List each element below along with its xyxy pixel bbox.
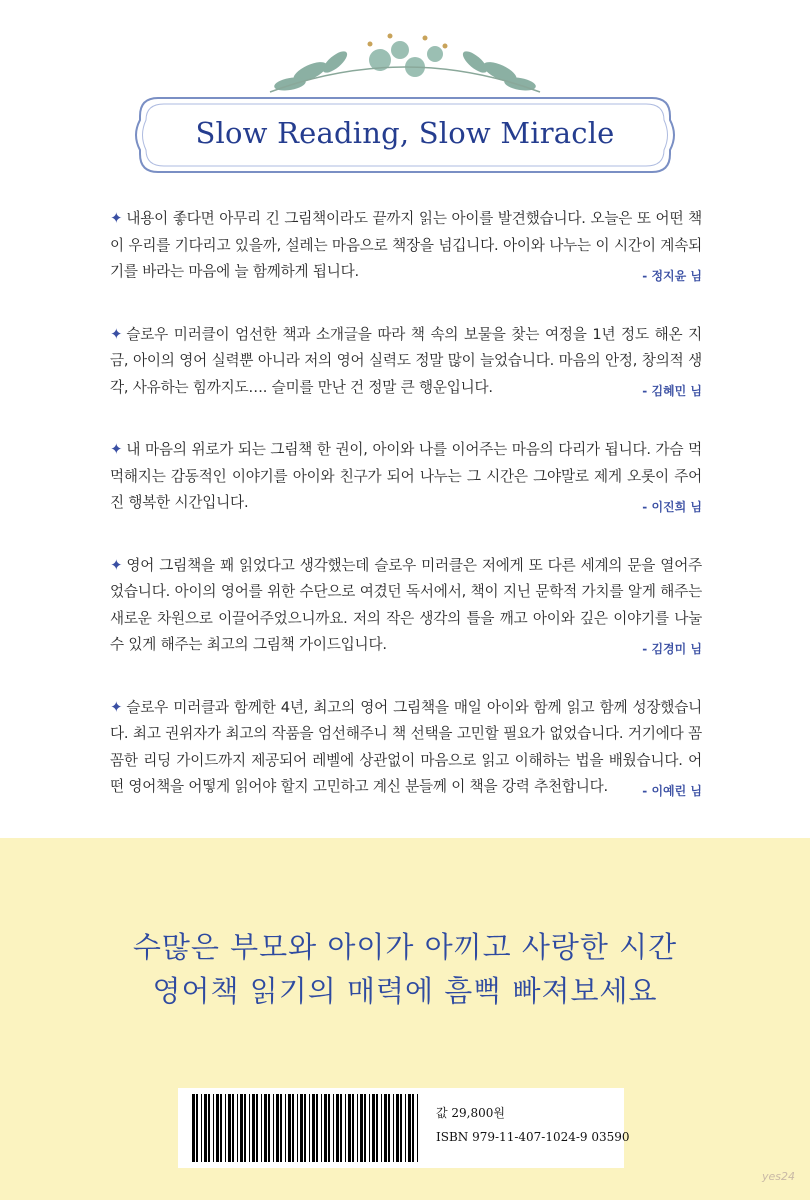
review-text: ✦ 내 마음의 위로가 되는 그림책 한 권이, 아이와 나를 이어주는 마음의 다리가 됩니다. 가슴 먹먹해지는 감동적인 이야기를 아이와 친구가 되어 나누는 그 시간은 그야말로 제게 오롯이 주어진 행복한 시간입니다. [110,440,702,511]
star-icon: ✦ [110,555,123,574]
review-text: ✦ 내용이 좋다면 아무리 긴 그림책이라도 끝까지 읽는 아이를 발견했습니다. 오늘은 또 어떤 책이 우리를 기다리고 있을까, 설레는 마음으로 책장을 넘깁니다. 아이와 나누는 이 시간이 계속되기를 바라는 마음에 늘 함께하게 됩니다. [110,209,702,280]
review-list [110,205,702,836]
slogan-line-1: 수많은 부모와 아이가 아끼고 사랑한 시간 [132,930,678,964]
watermark: yes24 [762,1170,796,1183]
slogan-line-2: 영어책 읽기의 매력에 흠뻑 빠져보세요 [152,974,658,1008]
review-author: - 이예린 님 [636,782,702,799]
star-icon: ✦ [110,324,123,343]
review-item [110,436,702,517]
review-author: - 이진희 님 [636,498,702,515]
barcode-image [190,1094,422,1162]
review-text: ✦ 슬로우 미러클과 함께한 4년, 최고의 영어 그림책을 매일 아이와 함께 읽고 함께 성장했습니다. 최고 권위자가 최고의 작품을 엄선해주니 책 선택을 고민할 필요가 없었습니다. 거기에다 꼼꼼한 리딩 가이드까지 제공되어 레벨에 상관없이 마음으로 읽고 이해하는 법을 배웠습니다. 어떤 영어책을 어떻게 읽어야 할지 고민하고 계신 분들께 이 책을 강력 추천합니다. [110,697,702,795]
review-text: ✦ 슬로우 미러클이 엄선한 책과 소개글을 따라 책 속의 보물을 찾는 여정을 1년 정도 해온 지금, 아이의 영어 실력뿐 아니라 저의 영어 실력도 정말 많이 늘었습니다. 마음의 안정, 창의적 생각, 사유하는 힘까지도…. 슬미를 만난 건 정말 큰 행운입니다. [110,324,702,396]
review-text: ✦ 영어 그림책을 꽤 읽었다고 생각했는데 슬로우 미러클은 저에게 또 다른 세계의 문을 열어주었습니다. 아이의 영어를 위한 수단으로 여겼던 독서에서, 책이 지닌 문학적 가치를 알게 해주는 새로운 차원으로 이끌어주었으니까요. 저의 작은 생각의 틀을 깨고 아이와 깊은 이야기를 나눌 수 있게 해주는 최고의 그림책 가이드입니다. [110,555,702,653]
review-item [110,694,702,801]
isbn-label: ISBN 979-11-407-1024-9 03590 [436,1130,630,1144]
star-icon: ✦ [110,440,123,458]
book-title: Slow Reading, Slow Miracle [195,116,615,150]
review-item [110,205,702,286]
review-item [110,321,702,402]
review-author: - 정지윤 님 [636,267,702,284]
review-author: - 김혜민 님 [636,382,702,399]
slogan [0,925,810,1013]
star-icon: ✦ [110,697,123,716]
star-icon: ✦ [110,209,123,227]
price-label: 값 29,800원 [436,1106,505,1120]
review-item [110,552,702,659]
review-author: - 김경미 님 [636,640,702,657]
